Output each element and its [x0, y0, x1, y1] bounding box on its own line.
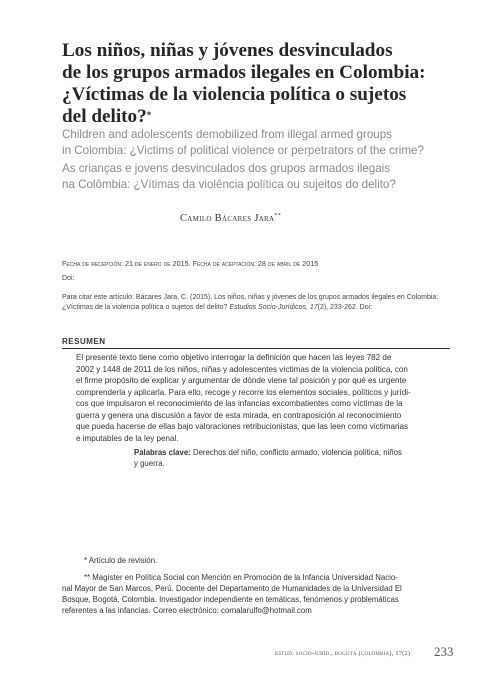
author-footnote-mark[interactable]: ** [274, 213, 281, 219]
footnote-article-type [62, 555, 450, 566]
author-name-text: Camilo Bácares Jara [180, 213, 275, 224]
footnote-line: Bosque, Bogotá, Colombia. Investigador independiente en temáticas, fenómenos y problemáticas [62, 595, 399, 604]
author-name [180, 213, 281, 224]
title-line: ¿Víctimas de la violencia política o sujetos [62, 84, 407, 105]
title-line: As crianças e jovens desvinculados dos grupos armados ilegais [62, 162, 391, 175]
title-line: de los grupos armados ilegales en Colombia: [62, 62, 426, 83]
title-line: Children and adolescents demobilized from illegal armed groups [62, 128, 392, 141]
citation-line-end: (2), 233-262. Doi: [317, 304, 373, 311]
citation [62, 293, 452, 313]
footnote-line: nal Mayor de San Marcos, Perú. Docente del Departamento de Humanidades de la Universidad El [62, 584, 402, 593]
title-line-text: del delito? [62, 106, 147, 127]
abstract-line: El presente texto tiene como objetivo interrogar la definición que hacen las leyes 782 de [76, 353, 392, 362]
title-footnote-mark[interactable]: * [146, 110, 152, 120]
keywords [134, 447, 434, 469]
title-line: Los niños, niñas y jóvenes desvinculados [62, 40, 393, 61]
doi-line: Doi: [62, 275, 75, 282]
abstract-heading: RESUMEN [62, 337, 106, 346]
citation-line: Para citar este artículo: Bácares Jara, C. (2015). Los niños, niñas y jóvenes de los grupos armados ilegales en Colombia: [62, 294, 439, 301]
page-number: 233 [434, 644, 454, 659]
article-title-english [62, 127, 447, 159]
citation-journal: Estudios Socio-Jurídicos, 17 [229, 304, 318, 311]
title-line: na Colômbia: ¿Vítimas da violência política ou sujeitos do delito? [62, 178, 396, 191]
keywords-line [134, 447, 434, 458]
abstract-line: el firme propósito de explicar y argumentar de dónde viene tal posición y por qué es urgente [76, 376, 407, 385]
citation-line: ¿Víctimas de la violencia política o sujetos del delito? [62, 304, 230, 311]
abstract-line: 2002 y 1448 de 2011 de los niños, niñas y adolescentes víctimas de la violencia política, con [76, 364, 408, 374]
title-line [62, 106, 447, 128]
abstract-line: comprenderla y aplicarla. Para ello, recoge y recorre los elementos sociales, políticos y jurídi- [76, 387, 411, 397]
reception-dates: Fecha de recepción: 21 de enero de 2015. Fecha de aceptación: 28 de abril de 2015 [62, 259, 319, 268]
abstract-line: que pueda hacerse de ellas bajo valoraciones retribucionistas, que las leen como victimarias [76, 422, 409, 431]
abstract-body [76, 352, 448, 444]
article-title-portuguese [62, 161, 447, 193]
footnote-line: ** Magíster en Política Social con Mención en Promoción de la Infancia Universidad Nacio- [84, 573, 398, 582]
abstract-line: e imputables de la ley penal. [76, 433, 179, 443]
footnote-line: referentes a las infancias. Correo electrónico: cornalarulfo@hotmail.com [62, 606, 312, 615]
abstract-line: guerra y genera una discusión a favor de esta mirada, en contraposición al reconocimiento [76, 410, 402, 420]
title-line: in Colombia: ¿Victims of political violence or perpetrators of the crime? [62, 144, 424, 157]
footnote-line: * Artículo de revisión. [84, 556, 158, 565]
keywords-line: y guerra. [134, 459, 165, 468]
abstract-divider [62, 348, 450, 349]
footnote-author-bio [62, 572, 450, 616]
abstract-line: cos que impulsaron el reconocimiento de las infancias excombatientes como víctimas de la [76, 399, 403, 408]
article-title-spanish [62, 40, 447, 128]
running-footer-journal: estud. socio-juríd., bogotá (colombia), 17(2) [275, 650, 411, 657]
keywords-text: Derechos del niño, conflicto armado, violencia política, niños [190, 448, 402, 457]
keywords-label: Palabras clave: [134, 448, 191, 457]
